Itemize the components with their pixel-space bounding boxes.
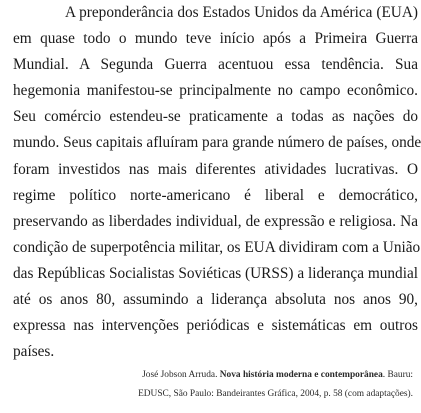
citation-line-1 <box>93 366 413 385</box>
paragraph-line: expressa nas intervenções periódicas e sistemáticas em outros <box>13 317 418 335</box>
citation-author: José Jobson Arruda. <box>142 370 218 380</box>
paragraph-line: A preponderância dos Estados Unidos da América (EUA) <box>65 4 418 21</box>
citation-line-2: EDUSC, São Paulo: Bandeirantes Gráfica, 2004, p. 58 (com adaptações). <box>138 388 413 399</box>
paragraph-line: preservando as liberdades individual, de expressão e religiosa. Na <box>13 212 418 230</box>
paragraph-line: Seu comércio estendeu-se praticamente a todas as nações do <box>13 108 418 126</box>
paragraph-line: foram investidos nas mais diferentes atividades lucrativas. O <box>13 160 418 178</box>
main-paragraph <box>13 0 421 365</box>
paragraph-line: até os anos 80, assumindo a liderança absoluta nos anos 90, <box>13 291 418 309</box>
paragraph-line: mundo. Seus capitais afluíram para grande número de países, onde <box>13 134 421 152</box>
paragraph-line: regime político norte-americano é liberal e democrático, <box>13 186 418 204</box>
paragraph-line: das Repúblicas Socialistas Soviéticas (URSS) a liderança mundial <box>13 264 418 282</box>
paragraph-line: Mundial. A Segunda Guerra acentuou essa tendência. Sua <box>13 56 418 74</box>
citation-title: Nova história moderna e contemporânea <box>219 370 383 380</box>
paragraph-line: em quase todo o mundo teve início após a Primeira Guerra <box>13 30 418 48</box>
paragraph-line: hegemonia manifestou-se principalmente no campo econômico. <box>13 82 418 100</box>
paragraph-line: condição de superpotência militar, os EUA dividiram com a União <box>13 238 421 256</box>
source-citation <box>93 366 413 403</box>
citation-publisher-start: . Bauru: <box>382 370 413 380</box>
paragraph-line: países. <box>13 343 55 361</box>
